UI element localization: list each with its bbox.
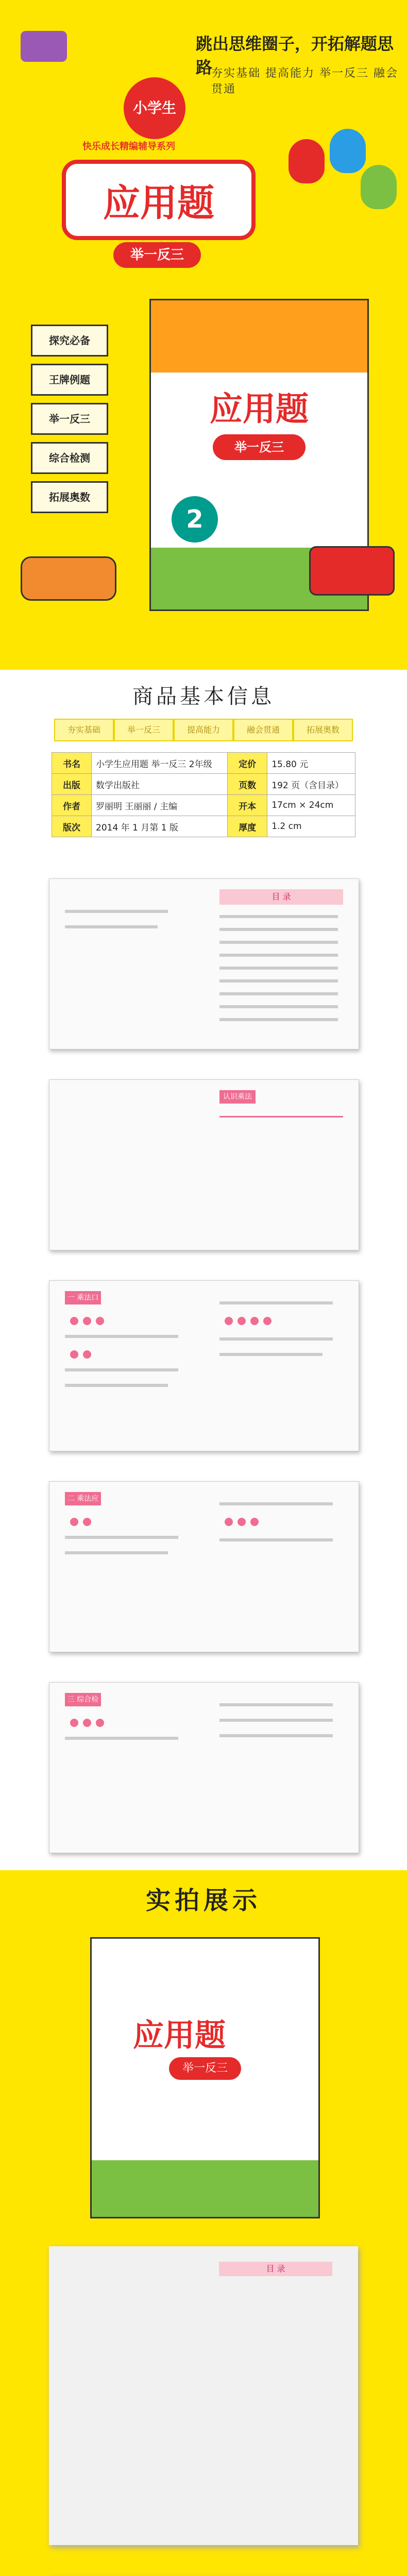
toc-heading: 目 录 (219, 889, 343, 905)
table-row (52, 774, 355, 795)
feature-item: 举一反三 (31, 403, 108, 435)
table-row (52, 816, 355, 837)
page-spread (49, 878, 359, 1049)
info-table (52, 752, 355, 837)
info-key: 出版 (52, 774, 92, 795)
photo-toc (49, 2246, 358, 2545)
feature-item: 综合检测 (31, 442, 108, 474)
car-icon (21, 556, 116, 601)
page-left (49, 1080, 205, 1250)
info-key: 定价 (228, 753, 267, 774)
page-left (49, 1683, 205, 1853)
page-right (204, 1482, 359, 1652)
page-preview (0, 1669, 407, 1870)
hero-badge: 小学生 (124, 77, 185, 139)
train-icon (309, 546, 395, 596)
book-cover-top (151, 300, 367, 372)
hero-banner (0, 0, 407, 670)
feature-item: 探究必备 (31, 325, 108, 357)
photo-book-cover (90, 1937, 320, 2218)
table-row (52, 795, 355, 816)
photo-item (0, 2566, 407, 2576)
magic-hat-icon (21, 31, 67, 62)
page-preview (0, 1267, 407, 1468)
info-tag: 融会贯通 (233, 719, 293, 741)
page-right (204, 1281, 359, 1451)
section-heading: 认识乘法 (219, 1090, 256, 1104)
feature-item: 王牌例题 (31, 364, 108, 396)
info-tag: 夯实基础 (54, 719, 114, 741)
info-tag: 拓展奥数 (293, 719, 353, 741)
book-grade-badge: 2 (172, 496, 218, 543)
info-value: 小学生应用题 举一反三 2年级 (92, 753, 228, 774)
page-spread (49, 1079, 359, 1250)
page-right (204, 1683, 359, 1853)
photos-header (0, 1870, 407, 1927)
info-key: 厚度 (228, 816, 267, 837)
balloon-icon (361, 165, 397, 209)
page-preview (0, 1066, 407, 1267)
photo-item (0, 2236, 407, 2566)
feature-item: 拓展奥数 (31, 481, 108, 513)
book-title: 应用题 (210, 391, 309, 429)
hero-title-box (62, 160, 256, 240)
info-title: 商品基本信息 (132, 685, 275, 708)
info-value: 1.2 cm (267, 816, 355, 837)
page-preview (0, 1468, 407, 1669)
hero-series-label: 快乐成长精编辅导系列 (82, 141, 175, 152)
hero-title: 应用题 (103, 181, 214, 225)
photos-title: 实拍展示 (145, 1886, 261, 1915)
page-right (204, 1080, 359, 1250)
page-spread (49, 1280, 359, 1451)
page-left (49, 879, 205, 1049)
hero-slogan: 跳出思维圈子，开拓解题思路 (196, 34, 394, 77)
photo-item (0, 1927, 407, 2236)
balloon-icon (330, 129, 366, 173)
photo-book-subtitle: 举一反三 (169, 2057, 241, 2080)
section-heading: 二 乘法应用 (65, 1492, 101, 1505)
table-row (52, 753, 355, 774)
info-key: 开本 (228, 795, 267, 816)
info-value: 17cm × 24cm (267, 795, 355, 816)
info-value: 数学出版社 (92, 774, 228, 795)
page-left (49, 1281, 205, 1451)
info-tags (54, 719, 353, 741)
book-subtitle: 举一反三 (213, 434, 306, 460)
photo-book-title: 应用题 (133, 2018, 226, 2054)
toc-heading: 目 录 (219, 2262, 332, 2276)
info-value: 15.80 元 (267, 753, 355, 774)
balloon-icon (289, 139, 325, 183)
info-key: 页数 (228, 774, 267, 795)
page-spread (49, 1481, 359, 1652)
page-left (49, 1482, 205, 1652)
feature-list (31, 325, 108, 520)
info-value: 192 页（含目录） (267, 774, 355, 795)
info-key: 版次 (52, 816, 92, 837)
hero-subtitle: 举一反三 (113, 242, 201, 268)
section-heading: 一 乘法口诀 (65, 1291, 101, 1304)
section-heading: 三 综合检测 (65, 1693, 101, 1706)
product-info (0, 670, 407, 866)
info-tag: 举一反三 (114, 719, 174, 741)
info-key: 书名 (52, 753, 92, 774)
info-value: 罗丽明 王丽丽 / 主编 (92, 795, 228, 816)
info-tag: 提高能力 (174, 719, 233, 741)
info-value: 2014 年 1 月第 1 版 (92, 816, 228, 837)
hero-sub-slogan: 夯实基础 提高能力 举一反三 融会贯通 (211, 67, 398, 96)
page-right (204, 879, 359, 1049)
page-spread (49, 1682, 359, 1853)
page-preview (0, 866, 407, 1066)
info-key: 作者 (52, 795, 92, 816)
